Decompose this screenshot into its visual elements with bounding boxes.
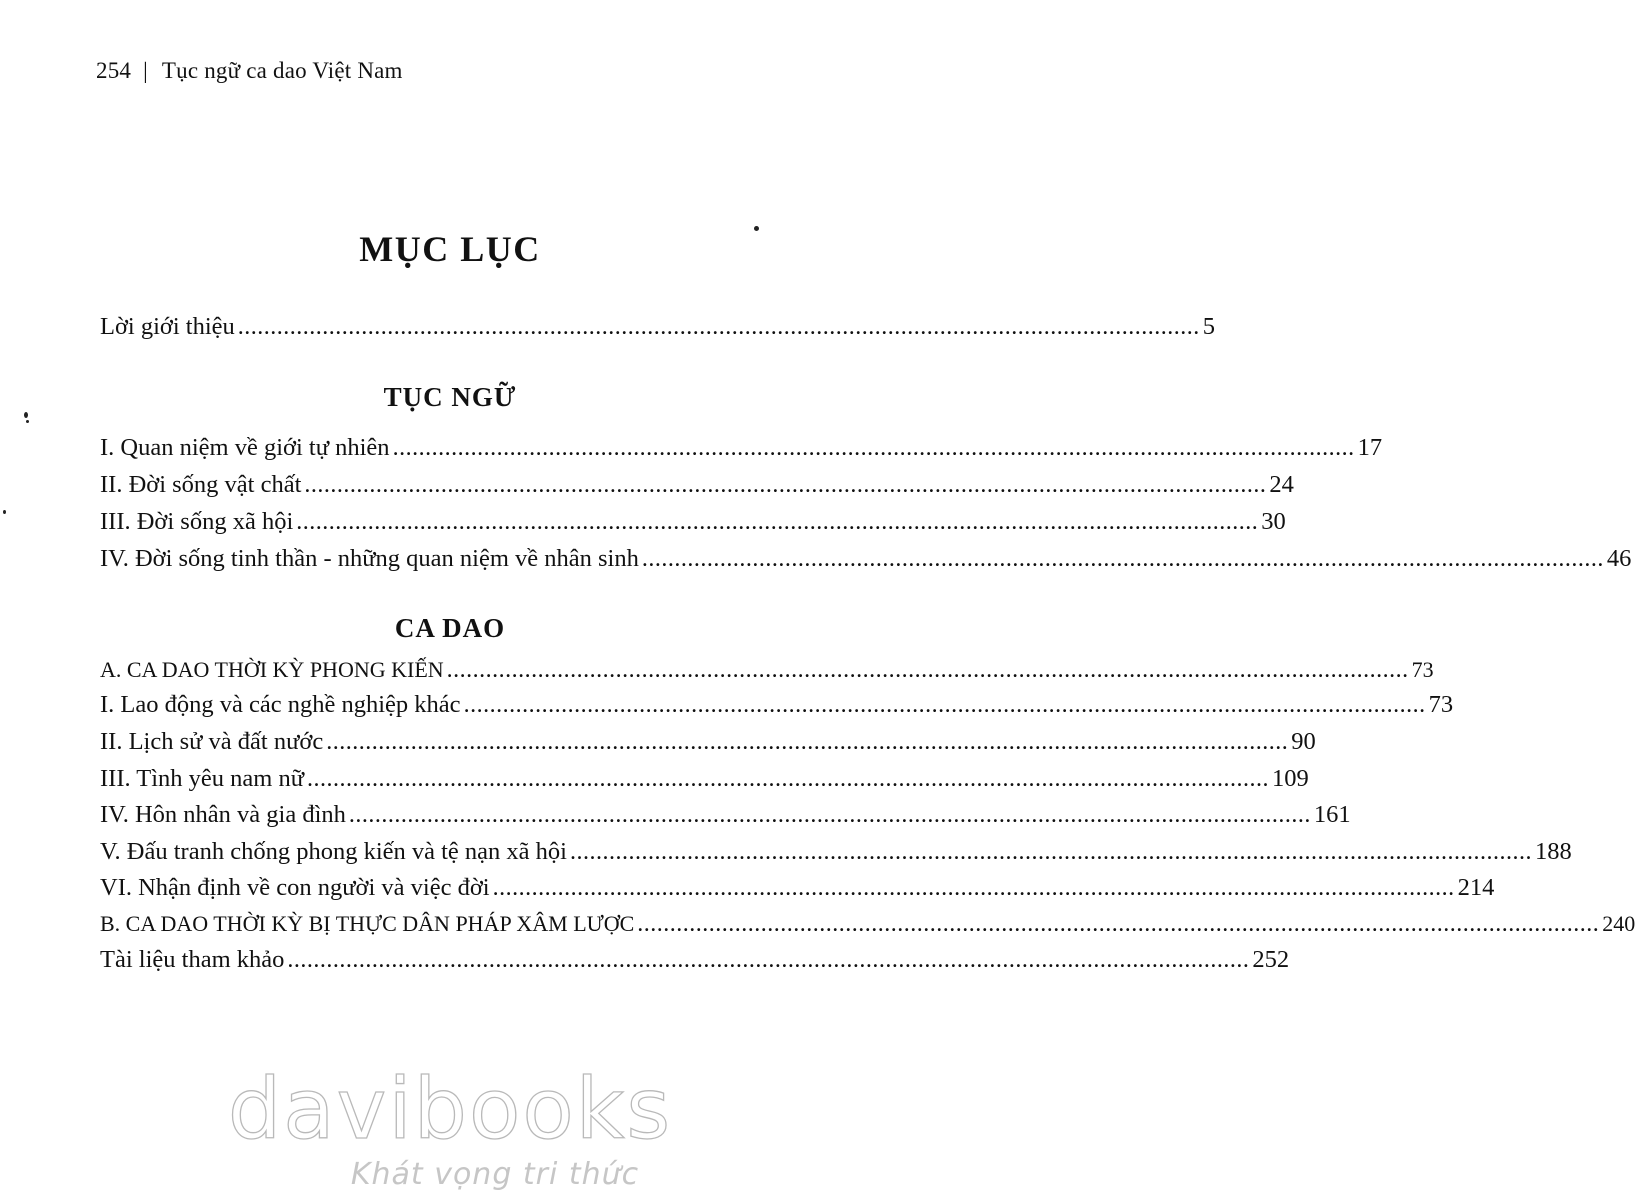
- toc-entry-label: IV. Đời sống tinh thần - những quan niệm về nhân sinh: [100, 545, 639, 572]
- toc-entry-label: B. CA DAO THỜI KỲ BỊ THỰC DÂN PHÁP XÂM LƯỢC: [100, 911, 635, 936]
- toc-entry: [100, 690, 1454, 720]
- toc-entry-page: 252: [1252, 946, 1290, 973]
- toc-entry-label: III. Đời sống xã hội: [100, 508, 294, 535]
- toc-entry: [100, 764, 1309, 794]
- toc-entry-label: Tài liệu tham khảo: [100, 946, 285, 973]
- toc-entry-page: 30: [1261, 508, 1286, 535]
- header-separator: |: [143, 58, 148, 83]
- ink-speck: [3, 510, 6, 514]
- toc-entry-label: III. Tình yêu nam nữ: [100, 765, 305, 792]
- toc-entry-label: Lời giới thiệu: [100, 313, 235, 340]
- toc-entry-page: 73: [1428, 691, 1454, 718]
- dot-leader: ....................................................................................................................................................: [446, 657, 1409, 683]
- toc-entry-page: 188: [1534, 838, 1572, 865]
- toc-entry-label: VI. Nhận định về con người và việc đời: [100, 874, 490, 901]
- toc-entry-page: 214: [1457, 874, 1495, 901]
- watermark-logo: davibooks: [227, 1060, 673, 1158]
- dot-leader: ....................................................................................................................................................: [641, 546, 1604, 572]
- toc-entry: [100, 655, 1434, 685]
- toc-entry: [100, 909, 1635, 939]
- toc-entry-page: 73: [1411, 657, 1434, 682]
- dot-leader: ....................................................................................................................................................: [463, 692, 1426, 718]
- dot-leader: ....................................................................................................................................................: [296, 509, 1259, 535]
- dot-leader: ....................................................................................................................................................: [237, 314, 1200, 340]
- toc-entry: [100, 945, 1290, 975]
- toc-entry-page: 17: [1357, 434, 1383, 461]
- toc-entry-page: 240: [1602, 911, 1635, 936]
- toc-entry: [100, 433, 1383, 463]
- dot-leader: ....................................................................................................................................................: [304, 472, 1267, 498]
- dot-leader: ....................................................................................................................................................: [492, 875, 1455, 901]
- dot-leader: ....................................................................................................................................................: [307, 766, 1270, 792]
- book-title: Tục ngữ ca dao Việt Nam: [161, 58, 403, 83]
- toc-entry-intro: [100, 312, 1216, 342]
- section-heading-tuc-ngu: TỤC NGỮ: [383, 382, 517, 412]
- toc-entry-page: 46: [1606, 545, 1632, 572]
- page-title: MỤC LỤC: [359, 229, 541, 269]
- toc-entry-label: A. CA DAO THỜI KỲ PHONG KIẾN: [100, 657, 444, 682]
- dot-leader: ....................................................................................................................................................: [348, 802, 1311, 828]
- dot-leader: ....................................................................................................................................................: [637, 911, 1600, 937]
- toc-entry: [100, 800, 1351, 830]
- toc-entry: [100, 507, 1286, 537]
- toc-entry-label: IV. Hôn nhân và gia đình: [100, 801, 346, 828]
- toc-entry-label: I. Lao động và các nghề nghiệp khác: [100, 691, 461, 718]
- toc-entry: [100, 470, 1294, 500]
- toc-entry-page: 109: [1272, 765, 1309, 792]
- toc-entry-label: V. Đấu tranh chống phong kiến và tệ nạn xã hội: [100, 838, 567, 865]
- dot-leader: ....................................................................................................................................................: [287, 947, 1250, 973]
- toc-entry-label: II. Đời sống vật chất: [100, 471, 302, 498]
- toc-entry: [100, 873, 1495, 903]
- toc-entry: [100, 837, 1572, 867]
- toc-entry-label: II. Lịch sử và đất nước: [100, 728, 324, 755]
- running-header: [96, 58, 403, 84]
- dot-leader: ....................................................................................................................................................: [569, 839, 1532, 865]
- section-heading-ca-dao: CA DAO: [394, 613, 506, 643]
- toc-entry: [100, 727, 1316, 757]
- toc-entry-label: I. Quan niệm về giới tự nhiên: [100, 434, 390, 461]
- page-number: 254: [96, 58, 132, 83]
- dot-leader: ....................................................................................................................................................: [326, 729, 1289, 755]
- dot-leader: ....................................................................................................................................................: [392, 435, 1355, 461]
- toc-entry-page: 161: [1313, 801, 1351, 828]
- watermark-tagline: Khát vọng tri thức: [350, 1157, 640, 1192]
- toc-entry-page: 90: [1291, 728, 1316, 755]
- toc-entry-page: 24: [1269, 471, 1294, 498]
- toc-entry-page: 5: [1202, 313, 1216, 340]
- toc-entry: [100, 544, 1632, 574]
- ink-speck: [26, 420, 29, 423]
